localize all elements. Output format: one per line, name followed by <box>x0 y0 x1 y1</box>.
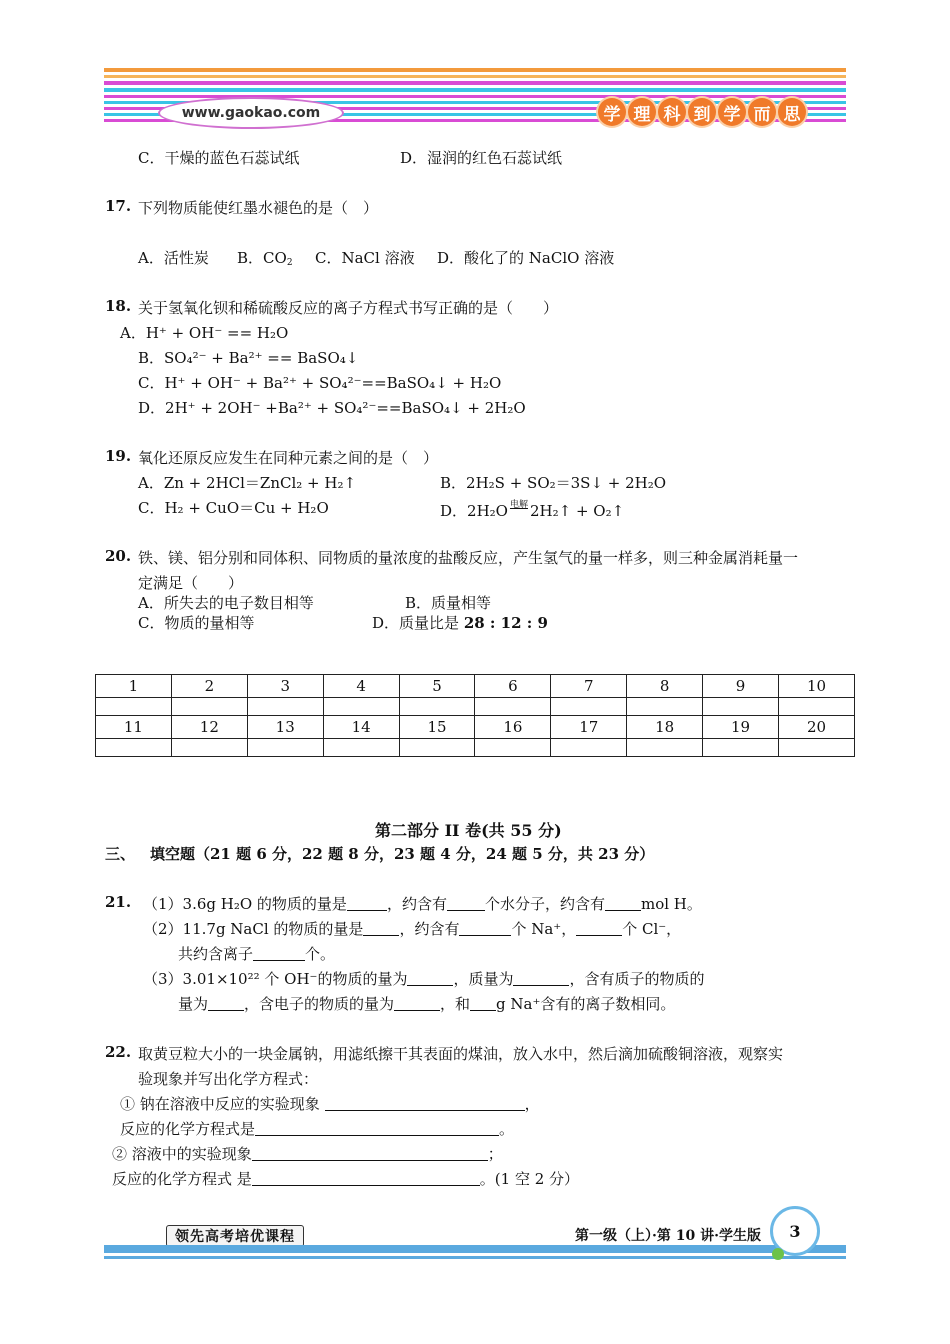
blank[interactable] <box>459 921 511 936</box>
q22-sub4: 反应的化学方程式 是 。(1 空 2 分） <box>112 1170 580 1188</box>
q19-option-d: D．2H₂O $^{电解}$ 2H₂↑ + O₂↑ <box>440 500 625 520</box>
table-header-cell: 20 <box>779 716 855 739</box>
q18-stem: 关于氢氧化钡和稀硫酸反应的离子方程式书写正确的是（ ） <box>138 299 559 317</box>
table-header-cell: 12 <box>171 716 247 739</box>
q19-option-c: C．H₂ + CuO＝Cu + H₂O <box>138 499 329 517</box>
q20-number: 20. <box>105 547 132 565</box>
blank[interactable] <box>513 971 569 986</box>
q20-stem-line1: 铁、镁、铝分别和同体积、同物质的量浓度的盐酸反应，产生氢气的量一样多，则三种金属消耗量一 <box>138 549 799 567</box>
slogan-char: 到 <box>688 98 716 126</box>
answer-cell[interactable] <box>627 698 703 716</box>
blank[interactable] <box>447 896 485 911</box>
section-number: 三、 <box>105 845 136 863</box>
blank[interactable] <box>325 1096 525 1111</box>
q18-number: 18. <box>105 297 132 315</box>
slogan-badges <box>598 98 806 126</box>
course-badge: 领先高考培优课程 <box>166 1225 304 1247</box>
q21-part1: （1）3.6g H₂O 的物质的量是 ，约含有 个水分子，约含有 mol H。 <box>143 895 702 913</box>
table-header-cell: 10 <box>779 675 855 698</box>
blank[interactable] <box>576 921 622 936</box>
q17-option-c: C．NaCl 溶液 <box>315 249 415 267</box>
answer-cell[interactable] <box>551 698 627 716</box>
q18-option-d: D．2H⁺ + 2OH⁻ +Ba²⁺ + SO₄²⁻==BaSO₄↓ + 2H₂O <box>138 399 526 417</box>
blank[interactable] <box>394 996 440 1011</box>
q17-option-d: D．酸化了的 NaClO 溶液 <box>437 249 615 267</box>
slogan-char: 而 <box>748 98 776 126</box>
table-header-cell: 13 <box>247 716 323 739</box>
blank[interactable] <box>407 971 453 986</box>
q19-option-a: A．Zn + 2HCl＝ZnCl₂ + H₂↑ <box>138 474 357 492</box>
part2-title: 第二部分 II 卷(共 55 分) <box>375 821 562 840</box>
blank[interactable] <box>347 896 387 911</box>
course-info: 第一级（上）·第 10 讲·学生版 <box>575 1228 761 1244</box>
table-header-cell: 16 <box>475 716 551 739</box>
answer-cell[interactable] <box>779 739 855 757</box>
answer-cell[interactable] <box>171 698 247 716</box>
answer-cell[interactable] <box>247 739 323 757</box>
page-dot-decoration <box>772 1248 784 1260</box>
q17-option-b: B．$CO_2$ <box>237 249 293 268</box>
table-header-cell: 7 <box>551 675 627 698</box>
answer-cell[interactable] <box>475 739 551 757</box>
blank[interactable] <box>253 946 305 961</box>
blank[interactable] <box>605 896 641 911</box>
answer-cell[interactable] <box>171 739 247 757</box>
q20-stem-line2: 定满足（ ） <box>138 574 244 592</box>
answer-table <box>95 674 855 757</box>
website-logo[interactable]: www.gaokao.com <box>158 97 344 129</box>
answer-cell[interactable] <box>475 698 551 716</box>
answer-cell[interactable] <box>96 698 172 716</box>
q22-stem-line1: 取黄豆粒大小的一块金属钠，用滤纸擦干其表面的煤油，放入水中，然后滴加硫酸铜溶液，观察实 <box>138 1045 784 1063</box>
q20-option-c: C．物质的量相等 <box>138 614 255 632</box>
q21-part3-cont: 量为 ，含电子的物质的量为 ，和 g Na⁺含有的离子数相同。 <box>178 995 676 1013</box>
table-row <box>96 675 855 698</box>
q18-option-a: A．H⁺ + OH⁻ == H₂O <box>120 324 289 342</box>
answer-cell[interactable] <box>247 698 323 716</box>
q19-number: 19. <box>105 447 132 465</box>
q22-sub1: ① 钠在溶液中反应的实验现象 ， <box>120 1095 540 1113</box>
q20-option-a: A．所失去的电子数目相等 <box>138 594 314 612</box>
table-header-cell: 11 <box>96 716 172 739</box>
table-row-answers <box>96 698 855 716</box>
q16-option-d: D．湿润的红色石蕊试纸 <box>400 149 563 167</box>
q17-option-a: A．活性炭 <box>138 249 209 267</box>
q17-stem: 下列物质能使红墨水褪色的是（ ） <box>138 199 379 217</box>
table-header-cell: 8 <box>627 675 703 698</box>
q19-option-b: B．2H₂S + SO₂＝3S↓ + 2H₂O <box>440 474 667 492</box>
table-header-cell: 17 <box>551 716 627 739</box>
q18-option-c: C．H⁺ + OH⁻ + Ba²⁺ + SO₄²⁻==BaSO₄↓ + H₂O <box>138 374 502 392</box>
table-row-answers <box>96 739 855 757</box>
table-header-cell: 1 <box>96 675 172 698</box>
blank[interactable] <box>252 1171 480 1186</box>
blank[interactable] <box>252 1146 488 1161</box>
answer-cell[interactable] <box>399 698 475 716</box>
answer-cell[interactable] <box>551 739 627 757</box>
table-header-cell: 4 <box>323 675 399 698</box>
table-header-cell: 9 <box>703 675 779 698</box>
table-header-cell: 19 <box>703 716 779 739</box>
slogan-char: 思 <box>778 98 806 126</box>
slogan-char: 学 <box>718 98 746 126</box>
q20-option-b: B．质量相等 <box>405 594 492 612</box>
blank[interactable] <box>255 1121 499 1136</box>
slogan-char: 科 <box>658 98 686 126</box>
q20-option-d: D．质量比是 28 : 12 : 9 <box>372 614 548 632</box>
table-header-cell: 2 <box>171 675 247 698</box>
q21-part2: （2）11.7g NaCl 的物质的量是 ，约含有 个 Na⁺， 个 Cl⁻， <box>143 920 682 938</box>
q21-number: 21. <box>105 893 132 911</box>
q16-option-c: C．干燥的蓝色石蕊试纸 <box>138 149 300 167</box>
blank[interactable] <box>470 996 496 1011</box>
section-title: 填空题（21 题 6 分，22 题 8 分，23 题 4 分，24 题 5 分，共 23 分） <box>150 845 655 863</box>
q21-part2-cont: 共约含离子 个。 <box>178 945 336 963</box>
table-header-cell: 3 <box>247 675 323 698</box>
table-header-cell: 14 <box>323 716 399 739</box>
slogan-char: 理 <box>628 98 656 126</box>
electrolysis-condition: 电解 <box>509 500 528 510</box>
answer-cell[interactable] <box>779 698 855 716</box>
answer-cell[interactable] <box>703 739 779 757</box>
table-row <box>96 716 855 739</box>
q21-part3: （3）3.01×10²² 个 OH⁻的物质的量为 ，质量为 ，含有质子的物质的 <box>143 970 705 988</box>
answer-cell[interactable] <box>627 739 703 757</box>
table-header-cell: 15 <box>399 716 475 739</box>
q22-sub3: ② 溶液中的实验现象 ； <box>112 1145 503 1163</box>
q18-option-b: B．SO₄²⁻ + Ba²⁺ == BaSO₄↓ <box>138 349 359 367</box>
q22-stem-line2: 验现象并写出化学方程式： <box>138 1070 319 1088</box>
table-header-cell: 6 <box>475 675 551 698</box>
answer-cell[interactable] <box>323 698 399 716</box>
table-header-cell: 18 <box>627 716 703 739</box>
slogan-char: 学 <box>598 98 626 126</box>
answer-cell[interactable] <box>96 739 172 757</box>
answer-cell[interactable] <box>399 739 475 757</box>
q22-sub2: 反应的化学方程式是 。 <box>120 1120 515 1138</box>
q17-number: 17. <box>105 197 132 215</box>
blank[interactable] <box>363 921 399 936</box>
q22-number: 22. <box>105 1043 132 1061</box>
answer-cell[interactable] <box>703 698 779 716</box>
page-number: 3 <box>770 1206 820 1256</box>
table-header-cell: 5 <box>399 675 475 698</box>
q19-stem: 氧化还原反应发生在同种元素之间的是（ ） <box>138 449 439 467</box>
blank[interactable] <box>208 996 244 1011</box>
answer-cell[interactable] <box>323 739 399 757</box>
